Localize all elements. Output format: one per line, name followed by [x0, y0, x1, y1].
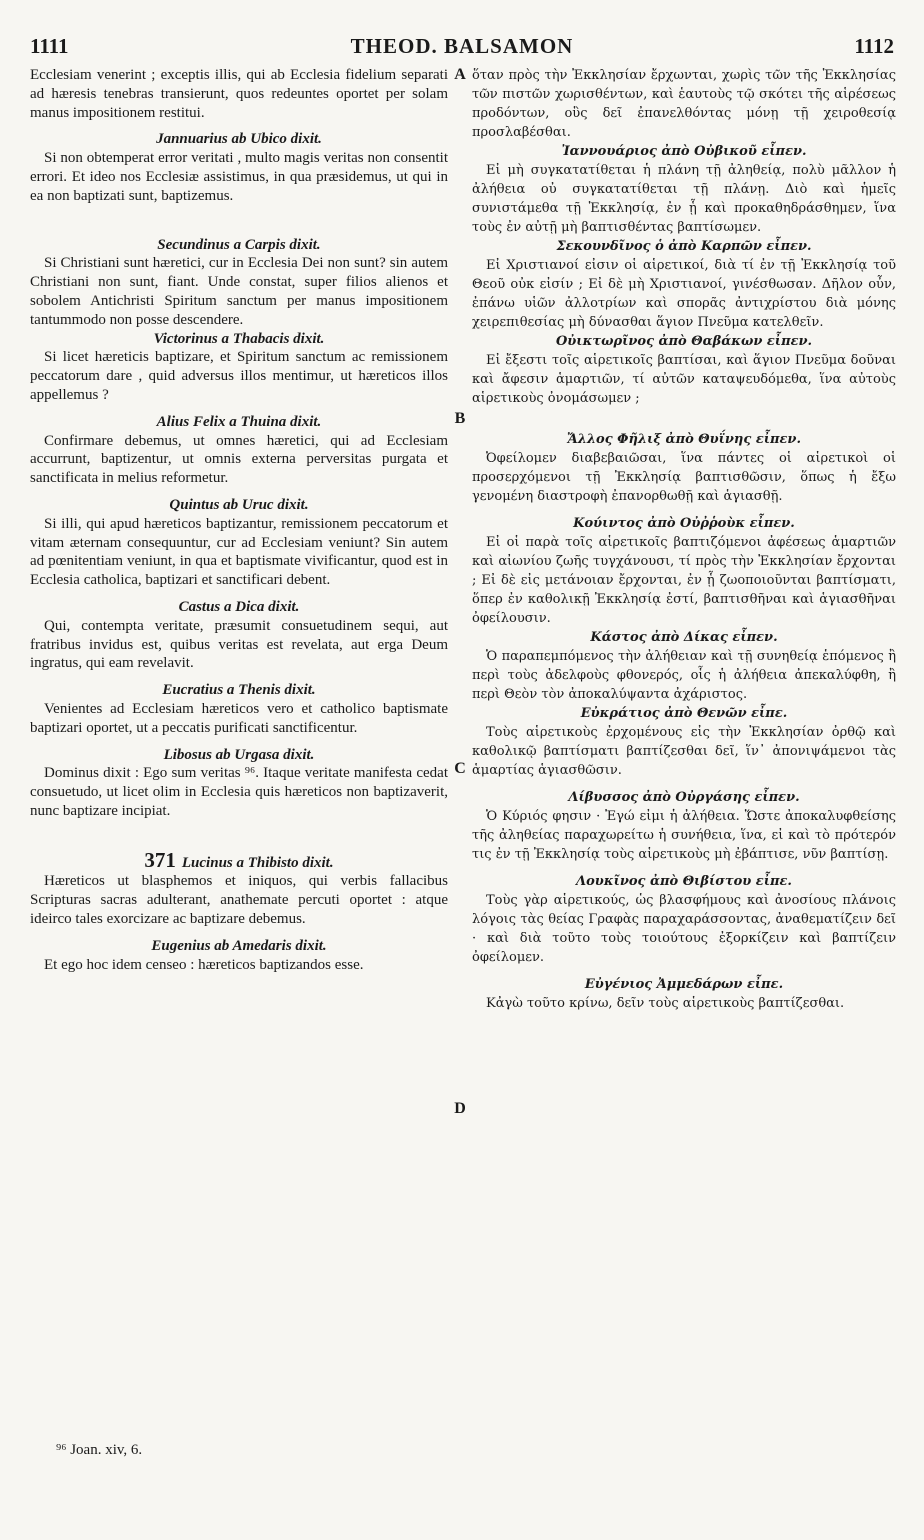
latin-intro: Ecclesiam venerint ; exceptis illis, qui ab Ecclesia fidelium separati ad hæresis tenebras transierunt, quos redeuntes oportet per solam manus impositionem restitui.	[30, 67, 448, 121]
latin-text-quintus: Si illi, qui apud hæreticos baptizantur, remissionem peccatorum et vitam æternam consequuntur, cur ad Ecclesiam veniunt? Sin autem ad pœnitentiam veniunt, in qua et baptismate vivificantur, quod est in Ecclesia catholica, baptizari et sanctificari debent.	[30, 515, 448, 589]
greek-intro: ὅταν πρὸς τὴν Ἐκκλησίαν ἔρχωνται, χωρὶς τῶν τῆς Ἐκκλησίας τῶν πιστῶν χωρισθέντων, καὶ ἑαυτοὺς τῷ σκότει τῆς αἱρέσεως προδόντων, οὓς δεῖ ἐπανελθόντας μόνῃ τῇ χειροθεσίᾳ προσλαβέσθαι.	[472, 68, 896, 140]
latin-heading-victorinus: Victorinus a Thabacis dixit.	[153, 330, 325, 347]
greek-text-castus: Ὁ παραπεμπόμενος τὴν ἀλήθειαν καὶ τῇ συνηθείᾳ ἑπόμενος ἢ περὶ τοὺς ἀδελφοὺς φθονερός, οἷς ἡ ἀλήθεια ἀπεκαλύφθη, ἢ περὶ Θεὸν τὸν ἀποκαλύψαντα ἀχάριστος.	[472, 649, 896, 702]
greek-text-victorinus: Εἰ ἔξεστι τοῖς αἱρετικοῖς βαπτίσαι, καὶ ἅγιον Πνεῦμα δοῦναι καὶ ἄφεσιν ἁμαρτιῶν, τί αὐτῶν καταψευδόμεθα, ἵνα αὐτοὺς αἱρετικοὺς ὀνομάσωμεν ;	[472, 353, 896, 406]
greek-column	[472, 66, 896, 1013]
margin-marker-a: A	[454, 66, 466, 83]
latin-column	[30, 66, 448, 974]
greek-heading-quintus: Κούιντος ἀπὸ Οὐῤῥοὺκ εἶπεν.	[573, 516, 795, 531]
section-number-371: 371	[144, 847, 176, 872]
greek-heading-victorinus: Οὐικτωρῖνος ἀπὸ Θαβάκων εἶπεν.	[555, 334, 813, 349]
greek-text-felix: Ὀφείλομεν διαβεβαιῶσαι, ἵνα πάντες οἱ αἱρετικοὶ οἱ προσερχόμενοι τῇ Ἐκκλησίᾳ βαπτισθῶσιν, ὅπως ἡ ἔξω γενομένη διαστροφὴ ἐπανορθωθῇ καὶ ἁγιασθῇ.	[472, 451, 896, 504]
latin-text-lucinus: Hæreticos ut blasphemos et iniquos, qui verbis fallacibus Scripturas sacras adulterant, anathemate percuti oportet : atque ideirco tales exorcizare ac baptizare debemus.	[30, 873, 448, 928]
latin-heading-felix: Alius Felix a Thuina dixit.	[156, 413, 322, 430]
right-column-number: 1112	[854, 34, 894, 58]
page-header	[30, 34, 894, 62]
latin-heading-quintus: Quintus ab Uruc dixit.	[169, 496, 309, 513]
latin-text-jannuarius: Si non obtemperat error veritati , multo magis veritas non consentit errori. Et ideo nos Ecclesiæ assistimus, in qua præsidemus, ut qui in ea non baptizati sunt, baptizemus.	[30, 150, 448, 204]
greek-heading-eugenius: Εὐγένιος Ἀμμεδάρων εἶπε.	[584, 977, 784, 992]
latin-heading-jannuarius: Jannuarius ab Ubico dixit.	[156, 131, 322, 148]
greek-heading-jannuarius: Ἰαννουάριος ἀπὸ Οὐβικοῦ εἶπεν.	[561, 144, 807, 159]
greek-text-jannuarius: Εἰ μὴ συγκατατίθεται ἡ πλάνη τῇ ἀληθείᾳ, πολὺ μᾶλλον ἡ ἀλήθεια οὐ συγκατατίθεται τῇ πλάνῃ. Διὸ καὶ ἡμεῖς συνιστάμεθα τῇ Ἐκκλησίᾳ, ἐν ᾗ καὶ προκαθηδράσθημεν, ἵνα τοὺς ἐν αὐτῇ μὴ βαπτισθέντας βαπτίσωμεν.	[472, 163, 896, 235]
latin-text-felix: Confirmare debemus, ut omnes hæretici, qui ad Ecclesiam accurrunt, baptizentur, ut omnis externa perversitas purgata et sanctificata in melius reformetur.	[30, 432, 448, 487]
greek-heading-felix: Ἄλλος Φῆλιξ ἀπὸ Θυΐνης εἶπεν.	[567, 432, 801, 447]
latin-heading-lucinus	[30, 847, 448, 873]
latin-text-libosus: Dominus dixit : Ego sum veritas ⁹⁶. Itaque veritate manifesta cedat consuetudo, ut licet olim in Ecclesia quis hæreticos non baptizaverit, nunc baptizare incipiat.	[30, 765, 448, 819]
latin-text-castus: Qui, contempta veritate, præsumit consuetudinem sequi, aut fratribus invidus est, quibus veritas est revelata, aut erga Deum ingratus, qui eam revelavit.	[30, 617, 448, 672]
latin-text-victorinus: Si licet hæreticis baptizare, et Spiritum sanctum ac remissionem peccatorum dare , quid adversus illos mentimur, ut hæreticos illos appellemus ?	[30, 349, 448, 403]
margin-marker-d: D	[454, 1100, 466, 1117]
latin-text-eugenius: Et ego hoc idem censeo : hæreticos baptizandos esse.	[44, 956, 364, 973]
greek-text-eugenius: Κἀγὼ τοῦτο κρίνω, δεῖν τοὺς αἱρετικοὺς βαπτίζεσθαι.	[486, 996, 845, 1011]
latin-heading-castus: Castus a Dica dixit.	[178, 598, 300, 615]
greek-text-eucratius: Τοὺς αἱρετικοὺς ἐρχομένους εἰς τὴν Ἐκκλησίαν ὀρθῷ καὶ καθολικῷ βαπτίσματι βαπτίζεσθαι δεῖ, ἵν᾿ ἀπονιψάμενοι τὰς ἁμαρτίας ἁγιασθῶσιν.	[472, 725, 896, 778]
latin-text-eucratius: Venientes ad Ecclesiam hæreticos vero et catholico baptismate baptizari oportet, ut a peccatis purificati sanctificentur.	[30, 700, 448, 736]
latin-heading-eugenius: Eugenius ab Amedaris dixit.	[151, 937, 327, 954]
greek-heading-libosus: Λίβυσσος ἀπὸ Οὐργάσης εἶπεν.	[568, 790, 800, 805]
footnote: ⁹⁶ Joan. xiv, 6.	[56, 1442, 143, 1458]
latin-heading-libosus: Libosus ab Urgasa dixit.	[163, 746, 315, 763]
greek-heading-castus: Κάστος ἀπὸ Δίκας εἶπεν.	[590, 630, 778, 645]
greek-text-quintus: Εἰ οἱ παρὰ τοῖς αἱρετικοῖς βαπτιζόμενοι ἀφέσεως ἁμαρτιῶν καὶ αἰωνίου ζωῆς τυγχάνουσι, τί πρὸς τὴν Ἐκκλησίαν ἔρχονται ; Εἰ δὲ εἰς μετάνοιαν ἔρχονται, ἐν ᾗ ζωοποιοῦνται βαπτίσματι, ὅπερ ἐν καθολικῇ Ἐκκλησίᾳ ἐστί, βαπτισθῆναι καὶ ἁγιασθῆναι ὀφείλουσιν.	[472, 535, 896, 626]
latin-heading-eucratius: Eucratius a Thenis dixit.	[162, 682, 316, 699]
greek-heading-lucinus: Λουκῖνος ἀπὸ Θιβίστου εἶπε.	[576, 874, 792, 889]
greek-heading-secundinus: Σεκουνδῖνος ὁ ἀπὸ Καρπῶν εἶπεν.	[556, 239, 812, 254]
latin-heading-lucinus-text: Lucinus a Thibisto dixit.	[181, 854, 334, 871]
margin-marker-c: C	[454, 760, 466, 777]
margin-marker-b: B	[454, 410, 466, 427]
left-column-number: 1111	[30, 34, 69, 58]
greek-text-secundinus: Εἰ Χριστιανοί εἰσιν οἱ αἱρετικοί, διὰ τί ἐν τῇ Ἐκκλησίᾳ τοῦ Θεοῦ οὐκ εἰσίν ; Εἰ δὲ μὴ Χριστιανοί, γινέσθωσαν. Δῆλον οὖν, ἐπάνω υἱῶν ἀλλοτρίων καὶ σπορᾶς ἀντιχρίστου διὰ μόνης χειρεπιθεσίας μὴ δύνασθαι ἅγιον Πνεῦμα κατελθεῖν.	[472, 258, 896, 330]
greek-heading-eucratius: Εὐκράτιος ἀπὸ Θενῶν εἶπε.	[580, 706, 788, 721]
latin-heading-secundinus: Secundinus a Carpis dixit.	[157, 236, 321, 253]
greek-text-lucinus: Τοὺς γὰρ αἱρετικούς, ὡς βλασφήμους καὶ ἀνοσίους πλάνοις λόγοις τὰς θείας Γραφὰς παραχαράσσοντας, ἀναθεματίζειν δεῖ · καὶ διὰ τοῦτο τοὺς τοιούτους ἐξορκίζειν καὶ βαπτίζειν ὀφείλομεν.	[472, 893, 896, 965]
latin-text-secundinus: Si Christiani sunt hæretici, cur in Ecclesia Dei non sunt? sin autem Christiani non sunt, fiant. Unde constat, super filios alienos et sobolem Antichristi Spiritum sanctum per manus impositionem tantummodo non posse descendere.	[30, 255, 448, 328]
greek-text-libosus: Ὁ Κύριός φησιν · Ἐγώ εἰμι ἡ ἀλήθεια. Ὥστε ἀποκαλυφθείσης τῆς ἀληθείας παραχωρείτω ἡ συνήθεια, ἵνα, εἰ καὶ τὸ πρότερόν τις ἐν τῇ Ἐκκλησίᾳ τοὺς αἱρετικοὺς μὴ ἐβάπτισε, νῦν βαπτίσῃ.	[472, 809, 896, 862]
running-title: THEOD. BALSAMON	[350, 34, 574, 58]
